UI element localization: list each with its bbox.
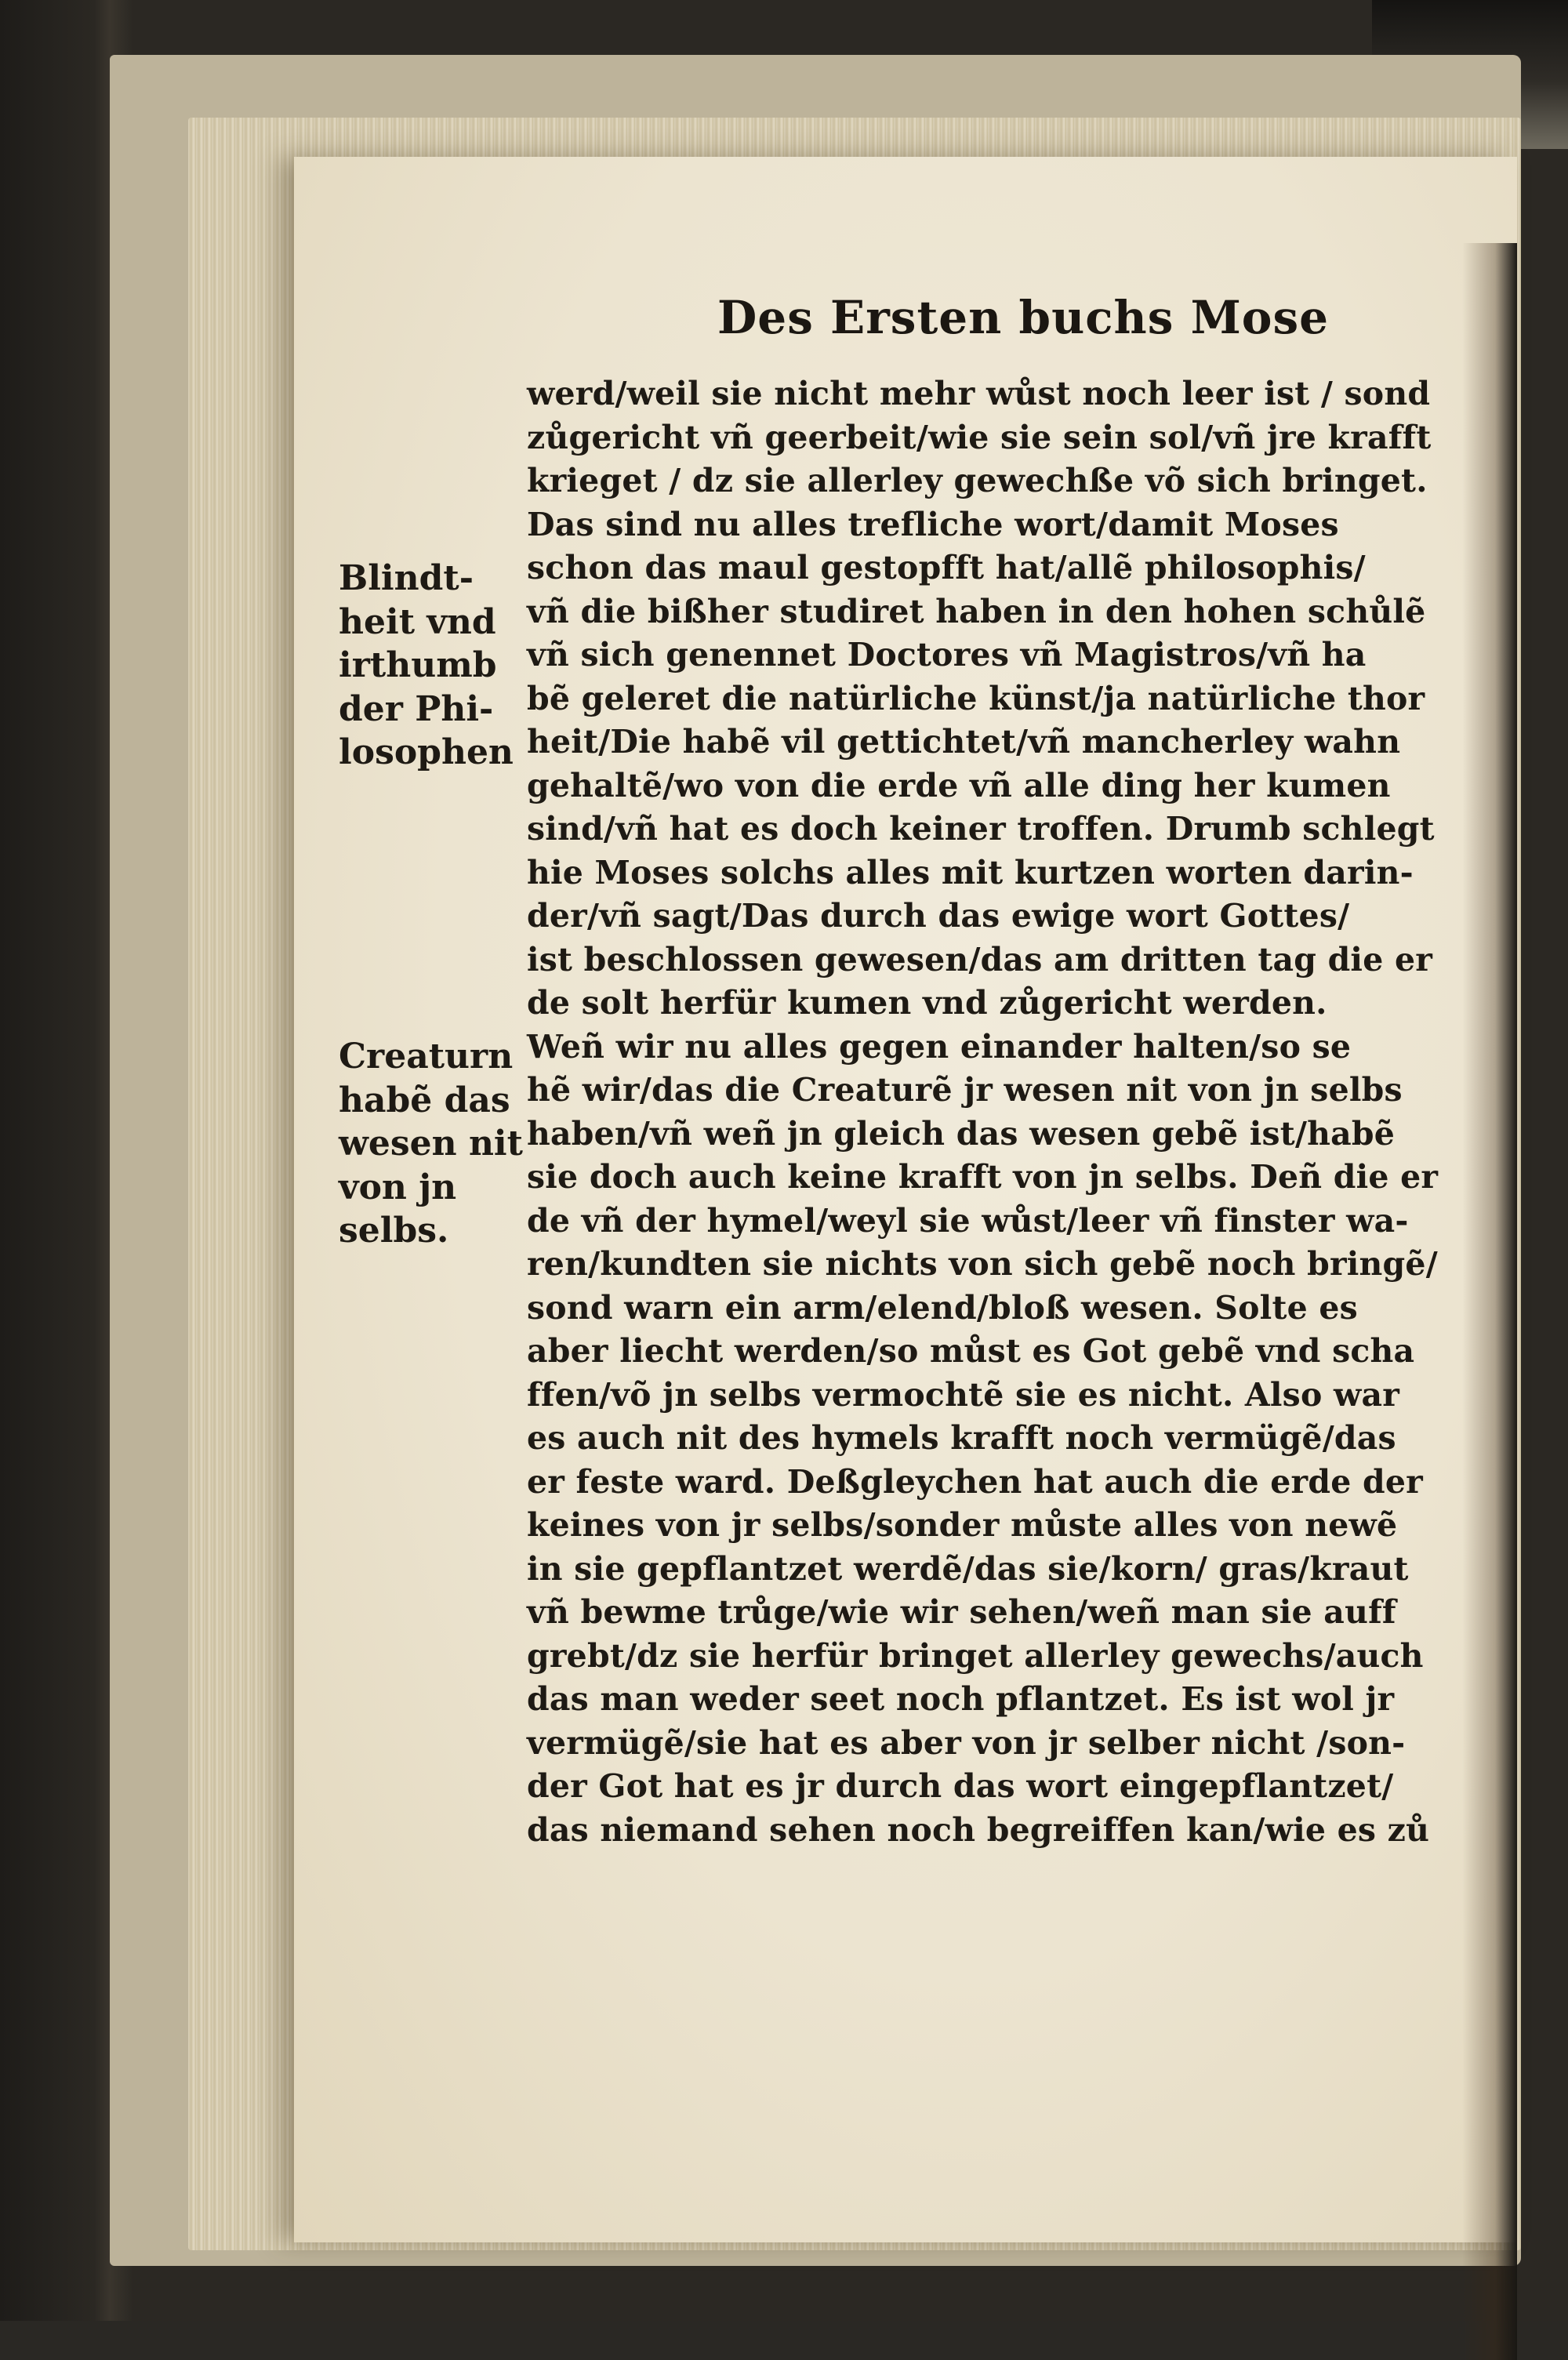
text-line: bẽ geleret die natürliche künst/ja natürliche thor: [527, 679, 1425, 717]
text-line: krieget / dz sie allerley gewechße võ sich bringet.: [527, 462, 1428, 499]
text-line: Das sind nu alles trefliche wort/damit Moses: [527, 505, 1339, 543]
text-line: hẽ wir/das die Creaturẽ jr wesen nit von jn selbs: [527, 1071, 1403, 1109]
text-line: vermügẽ/sie hat es aber von jr selber nicht /son-: [527, 1723, 1406, 1762]
gloss-line: heit vnd: [339, 601, 496, 642]
text-line: de solt herfür kumen vnd zůgericht werden.: [527, 984, 1327, 1022]
gloss-line: der Phi-: [339, 688, 494, 729]
gloss-line: irthumb: [339, 645, 497, 685]
text-line: hie Moses solchs alles mit kurtzen worten darin-: [527, 853, 1414, 891]
text-line: das niemand sehen noch begreiffen kan/wie es zů: [527, 1810, 1430, 1849]
text-line: sie doch auch keine krafft von jn selbs. Deñ die er: [527, 1158, 1439, 1196]
text-line: heit/Die habẽ vil gettichtet/vñ mancherley wahn: [527, 723, 1401, 761]
text-line: es auch nit des hymels krafft noch vermügẽ/das: [527, 1419, 1396, 1457]
text-line: vñ sich genennet Doctores vñ Magistros/vñ ha: [527, 636, 1367, 674]
gloss-line: von jn: [339, 1167, 457, 1207]
text-line: de vñ der hymel/weyl sie wůst/leer vñ finster wa-: [527, 1201, 1409, 1240]
text-line: haben/vñ weñ jn gleich das wesen gebẽ ist/habẽ: [527, 1114, 1396, 1153]
text-line: sond warn ein arm/elend/bloß wesen. Solte es: [527, 1288, 1358, 1327]
gloss-line: Blindt-: [339, 558, 474, 598]
text-line: vñ bewme trůge/wie wir sehen/weñ man sie auff: [527, 1593, 1396, 1631]
gloss-line: selbs.: [339, 1211, 449, 1251]
body-text: [527, 372, 1468, 1852]
text-line: gehaltẽ/wo von die erde vñ alle ding her kumen: [527, 766, 1391, 804]
text-line: er feste ward. Deßgleychen hat auch die erde der: [527, 1462, 1423, 1501]
text-line: in sie gepflantzet werdẽ/das sie/korn/ gras/kraut: [527, 1549, 1409, 1588]
text-line: der/vñ sagt/Das durch das ewige wort Gottes/: [527, 897, 1350, 935]
text-line: sind/vñ hat es doch keiner troffen. Drumb schlegt: [527, 810, 1435, 848]
text-line: werd/weil sie nicht mehr wůst noch leer ist / sond: [527, 375, 1431, 412]
gloss-line: losophen: [339, 732, 514, 772]
text-line: schon das maul gestopfft hat/allẽ philosophis/: [527, 549, 1366, 586]
gloss-line: wesen nit: [339, 1124, 523, 1164]
running-head: Des Ersten buchs Mose: [717, 291, 1330, 344]
text-line: das man weder seet noch pflantzet. Es ist wol jr: [527, 1680, 1395, 1718]
marginal-gloss-2: [339, 1035, 527, 1253]
page-gutter-shadow: [1462, 243, 1517, 2360]
text-line: ist beschlossen gewesen/das am dritten tag die er: [527, 940, 1433, 978]
gloss-line: habẽ das: [339, 1080, 510, 1120]
text-line: Weñ wir nu alles gegen einander halten/so se: [527, 1027, 1352, 1066]
text-line: grebt/dz sie herfür bringet allerley gewechs/auch: [527, 1636, 1424, 1675]
text-line: ffen/võ jn selbs vermochtẽ sie es nicht. Also war: [527, 1375, 1400, 1414]
text-line: vñ die bißher studiret haben in den hohen schůlẽ: [527, 592, 1426, 630]
text-line: der Got hat es jr durch das wort eingepflantzet/: [527, 1767, 1394, 1805]
gloss-line: Creaturn: [339, 1037, 514, 1077]
text-line: ren/kundten sie nichts von sich gebẽ noch bringẽ/: [527, 1245, 1438, 1283]
text-line: aber liecht werden/so můst es Got gebẽ vnd scha: [527, 1332, 1415, 1370]
text-line: keines von jr selbs/sonder můste alles von newẽ: [527, 1506, 1398, 1544]
text-line: zůgericht vñ geerbeit/wie sie sein sol/vñ jre krafft: [527, 418, 1432, 456]
marginal-gloss-1: [339, 557, 527, 775]
